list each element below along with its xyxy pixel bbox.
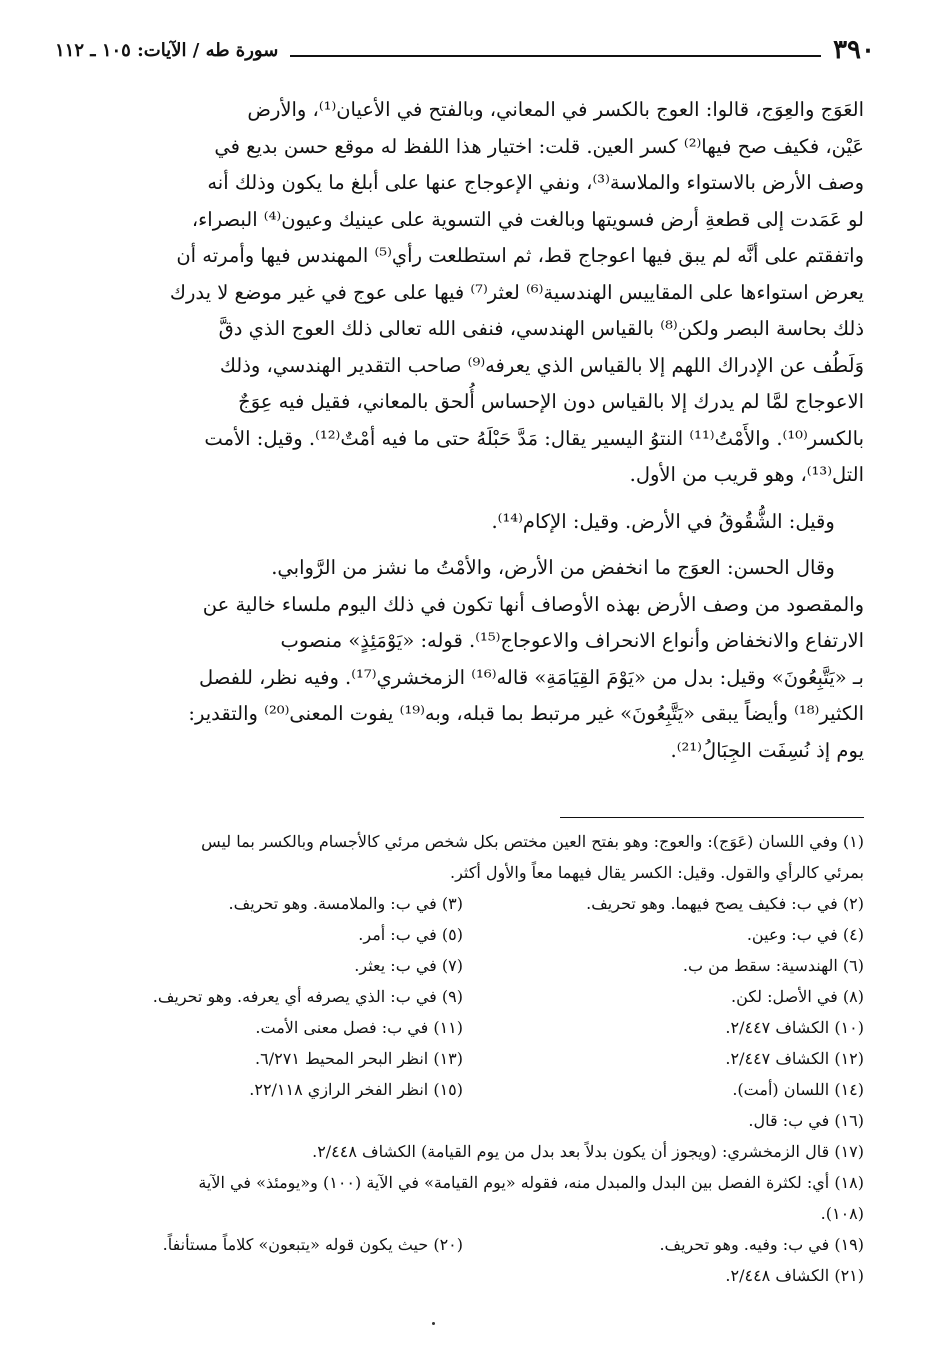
text-line: عَيْن، فكيف صح فيها⁽²⁾ كسر العين. قلت: اختيار هذا اللفظ له موقع حسن بديع في [214,134,864,158]
footnote-5: (٥) في ب: أمر. [358,925,463,944]
footnote-4: (٤) في ب: وعين. [746,925,864,944]
page-number: ٣٩٠ [833,35,875,65]
footnote-separator [560,817,864,818]
text-line: وقال الحسن: العوَج ما انخفض من الأرض، والأمْتُ ما نشز من الرَّوابي. [271,556,835,579]
footnote-1-cont: بمرئي كالرأي والقول. وقيل: الكسر يقال فيهما معاً والأول أكثر. [450,863,864,882]
footnote-18-cont: (١٠٨). [820,1204,864,1223]
footnote-14: (١٤) اللسان (أمت). [732,1080,864,1099]
running-header-title: سورة طه / الآيات: ١٠٥ ـ ١١٢ [55,39,279,61]
text-line: بـ «يَتَّبِعُونَ» وقيل: بدل من «يَوْمَ القِيَامَةِ» قاله⁽¹⁶⁾ الزمخشري⁽¹⁷⁾. وفيه نظر، للفصل [198,665,864,689]
footnote-2: (٢) في ب: فكيف يصح فيهما. وهو تحريف. [586,894,864,913]
footnote-13: (١٣) انظر البحر المحيط ٦/٢٧١. [255,1049,463,1068]
footnote-17: (١٧) قال الزمخشري: (ويجوز أن يكون بدلاً بعد بدل من يوم القيامة) الكشاف ٢/٤٤٨. [312,1142,864,1161]
footnote-19: (١٩) في ب: وفيه. وهو تحريف. [659,1235,864,1254]
footnote-10: (١٠) الكشاف ٢/٤٤٧. [725,1018,864,1037]
footnote-11: (١١) في ب: فصل معنى الأمت. [255,1018,463,1037]
footnote-9: (٩) في ب: الذي يصرفه أي يعرفه. وهو تحريف. [152,987,463,1006]
text-line: التل⁽¹³⁾، وهو قريب من الأول. [629,463,864,486]
text-line: العَوَج والعِوَج، قالوا: العوج بالكسر في المعاني، وبالفتح في الأعيان⁽¹⁾، والأرض [247,98,864,121]
footnotes [62,826,864,1291]
footnote-12: (١٢) الكشاف ٢/٤٤٧. [725,1049,864,1068]
text-line: الارتفاع والانخفاض وأنواع الانحراف والاعوجاج⁽¹⁵⁾. قوله: «يَوْمَئِذٍ» منصوب [280,629,864,652]
paragraph-2 [62,504,864,541]
footnote-7: (٧) في ب: يعثر. [354,956,463,975]
main-text [62,92,864,769]
text-line: وقيل: الشُّقُوقُ في الأرض. وقيل: الإكام⁽¹⁴⁾. [491,509,835,533]
text-line: واتفقتم على أنَّه لم يبق فيها اعوجاج قط، ثم استطلعت رأي⁽⁵⁾ المهندس فيها وأمرته أن [176,244,864,267]
text-line: وصف الأرض بالاستواء والملاسة⁽³⁾، ونفي الإعوجاج عنها على أبلغ ما يكون وذلك أنه [207,171,864,194]
footnote-3: (٣) في ب: والملامسة. وهو تحريف. [228,894,463,913]
text-line: الكثير⁽¹⁸⁾ وأيضاً يبقى «يَتَّبِعُونَ» غير مرتبط بما قبله، وبه⁽¹⁹⁾ يفوت المعنى⁽²⁰⁾ والتقدير: [188,702,864,725]
text-line: وَلَطُف عن الإدراك اللهم إلا بالقياس الذي يعرفه⁽⁹⁾ صاحب التقدير الهندسي، وذلك [219,353,864,377]
text-line: يعرض استواءها على المقاييس الهندسية⁽⁶⁾ لعثر⁽⁷⁾ فيها على عوج في غير موضع لا يدرك [169,280,864,304]
paragraph-1 [62,92,864,494]
text-line: بالكسر⁽¹⁰⁾. والأَمْتُ⁽¹¹⁾ النتوُ اليسير يقال: مَدَّ حَبْلَهُ حتى ما فيه أمْتٌ⁽¹²⁾. وقيل: الأمت [204,426,864,450]
footnote-1: (١) وفي اللسان (عَوَج): والعوج: وهو بفتح العين مختص بكل شخص مرئي كالأجسام وبالكسر بما ليس [201,832,864,851]
page-dot [432,1322,435,1325]
page-header [55,34,875,66]
text-line: ذلك بحاسة البصر ولكن⁽⁸⁾ بالقياس الهندسي، فنفى الله تعالى ذلك العوج الذي دقَّ [218,317,864,340]
paragraph-3 [62,550,864,769]
text-line: يوم إذ نُسِفَت الجِبَالُ⁽²¹⁾. [670,738,864,762]
text-line: الاعوجاج لمَّا لم يدرك إلا بالقياس دون الإحساس أُلحق بالمعاني، فقيل فيه عِوَجٌ [238,390,864,413]
footnote-18: (١٨) أي: لكثرة الفصل بين البدل والمبدل منه، فقوله «يوم القيامة» في الآية (١٠٠) و«يومئذ» في الآية [198,1173,864,1192]
header-rule [290,55,821,57]
text-line: لو عَمَدت إلى قطعةِ أرض فسويتها وبالغت في التسوية على عينيك وعيون⁽⁴⁾ البصراء، [191,207,864,231]
footnote-21: (٢١) الكشاف ٢/٤٤٨. [725,1266,864,1285]
footnote-6: (٦) الهندسية: سقط من ب. [682,956,864,975]
footnote-8: (٨) في الأصل: لكن. [731,987,864,1006]
footnote-15: (١٥) انظر الفخر الرازي ٢٢/١١٨. [249,1080,463,1099]
text-line: والمقصود من وصف الأرض بهذه الأوصاف أنها تكون في ذلك اليوم ملساء خالية عن [202,592,864,616]
footnote-20: (٢٠) حيث يكون قوله «يتبعون» كلاماً مستأنفاً. [162,1235,463,1254]
footnote-16: (١٦) في ب: قال. [748,1111,864,1130]
